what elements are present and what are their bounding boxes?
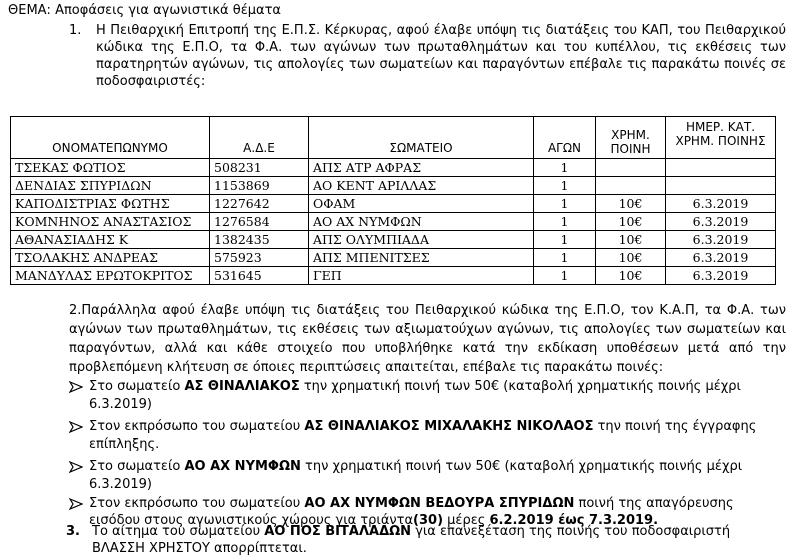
cell-ade: 531645: [210, 267, 309, 285]
cell-club: ΑΟ ΚΕΝΤ ΑΡΙΛΛΑΣ: [309, 177, 534, 195]
table-row: [11, 195, 776, 213]
cell-ade: 1227642: [210, 195, 309, 213]
bullet-4-cont-text: εισόδου στους αγωνιστικούς χώρους για τριάντα: [89, 513, 414, 528]
cell-ade: 1276584: [210, 213, 309, 231]
cell-matches: 1: [534, 159, 596, 177]
bullet-1-post: την χρηματική ποινή των 50€ (καταβολή χρηματικής ποινής μέχρι: [299, 379, 741, 394]
cell-matches: 1: [534, 213, 596, 231]
cell-matches: 1: [534, 249, 596, 267]
para1-line: ποδοσφαιριστές:: [96, 74, 206, 89]
table-row: [11, 213, 776, 231]
para1-line: κώδικα της Ε.Π.Ο, τα Φ.Α. των αγώνων των πρωταθλημάτων και του κυπέλλου, τις εκθέσεις των: [96, 40, 786, 55]
header-ade: Α.Δ.Ε: [210, 117, 309, 159]
subject-line: ΘΕΜΑ: Αποφάσεις για αγωνιστικά θέματα: [8, 3, 281, 18]
para3-post: για επανεξέταση της ποινής του ποδοσφαιριστή: [411, 524, 731, 539]
cell-date: 6.3.2019: [666, 213, 776, 231]
para1-number: 1.: [69, 23, 82, 38]
cell-club: ΑΠΣ ΑΤΡ ΑΦΡΑΣ: [309, 159, 534, 177]
bullet-3-post: την χρηματική ποινή των 50€ (καταβολή χρηματικής ποινής μέχρι: [300, 459, 743, 474]
header-payment-date-text: ΗΜΕΡ. ΚΑΤ. ΧΡΗΜ. ΠΟΙΝΗΣ: [675, 120, 766, 148]
para3-number: 3.: [66, 524, 80, 539]
para1-line: παρατηρητών αγώνων, τις απολογίες των σωματείων και παραγόντων επέβαλε τις παρακάτω ποινές σε: [96, 57, 786, 72]
header-matches: ΑΓΩΝ: [534, 117, 596, 159]
para2-line: παραγόντων, αλλά και κάθε στοιχείο που υποβλήθηκε κατά την εκδίκαση υποθέσεων μετά από την: [69, 341, 786, 356]
header-club: ΣΩΜΑΤΕΙΟ: [309, 117, 534, 159]
bullet-4-post: ποινή της απαγόρευσης: [574, 496, 734, 511]
table-row: [11, 231, 776, 249]
cell-name: ΤΣΕΚΑΣ ΦΩΤΙΟΣ: [11, 159, 210, 177]
cell-date: [666, 177, 776, 195]
cell-ade: 575923: [210, 249, 309, 267]
cell-fine: 10€: [596, 267, 666, 285]
cell-fine: 10€: [596, 213, 666, 231]
table-header-row: [11, 117, 776, 159]
bullet-4-person: ΑΟ ΑΧ ΝΥΜΦΩΝ ΒΕΔΟΥΡΑ ΣΠΥΡΙΔΩΝ: [304, 496, 575, 511]
arrow-bullet-icon: [69, 461, 83, 473]
cell-name: ΔΕΝΔΙΑΣ ΣΠΥΡΙΔΩΝ: [11, 177, 210, 195]
bullet-3-cont: 6.3.2019): [89, 477, 152, 492]
cell-club: ΑΟ ΑΧ ΝΥΜΦΩΝ: [309, 213, 534, 231]
table-row: [11, 177, 776, 195]
cell-ade: 1382435: [210, 231, 309, 249]
bullet-2-person: ΑΣ ΘΙΝΑΛΙΑΚΟΣ ΜΙΧΑΛΑΚΗΣ ΝΙΚΟΛΑΟΣ: [304, 419, 594, 434]
cell-matches: 1: [534, 231, 596, 249]
cell-matches: 1: [534, 177, 596, 195]
cell-fine: 10€: [596, 231, 666, 249]
penalties-table: [10, 116, 776, 285]
cell-date: [666, 159, 776, 177]
bullet-4-mid: μέρες: [443, 513, 490, 528]
para3-line: [92, 523, 730, 540]
para1-line: Η Πειθαρχική Επιτροπή της Ε.Π.Σ. Κέρκυρας, αφού έλαβε υπόψη τις διατάξεις του ΚΑΠ, του Πειθαρχικού: [96, 23, 786, 38]
bullet-3: [89, 458, 742, 475]
bullet-2: [89, 418, 756, 435]
arrow-bullet-icon: [69, 381, 83, 393]
cell-name: ΜΑΝΔΥΛΑΣ ΕΡΩΤΟΚΡΙΤΟΣ: [11, 267, 210, 285]
cell-name: ΑΘΑΝΑΣΙΑΔΗΣ Κ: [11, 231, 210, 249]
para3-club: ΑΟ ΠΟΣ ΒΙΤΑΛΑΔΩΝ: [264, 524, 412, 539]
table-row: [11, 249, 776, 267]
cell-ade: 508231: [210, 159, 309, 177]
cell-fine: [596, 177, 666, 195]
para2-line: προβλεπόμενη κλήτευση σε όποιες περιπτώσεις απαιτείται, επέβαλε τις παρακάτω ποινές:: [69, 360, 664, 375]
cell-fine: [596, 159, 666, 177]
cell-club: ΑΠΣ ΜΠΕΝΙΤΣΕΣ: [309, 249, 534, 267]
table-row: [11, 159, 776, 177]
bullet-3-club: ΑΟ ΑΧ ΝΥΜΦΩΝ: [184, 459, 301, 474]
bullet-4-days: (30): [413, 513, 444, 528]
bullet-2-pre: Στον εκπρόσωπο του σωματείου: [89, 419, 305, 434]
arrow-bullet-icon: [69, 498, 83, 510]
para2-line: 2.Παράλληλα αφού έλαβε υπόψη τις διατάξεις του Πειθαρχικού κώδικα της Ε.Π.Ο, τον Κ.Α.Π, τα Φ.Α. των: [69, 303, 786, 318]
cell-club: ΟΦΑΜ: [309, 195, 534, 213]
bullet-1-cont: 6.3.2019): [89, 397, 152, 412]
arrow-bullet-icon: [69, 421, 83, 433]
bullet-4-pre: Στον εκπρόσωπο του σωματείου: [89, 496, 305, 511]
cell-club: ΓΕΠ: [309, 267, 534, 285]
cell-fine: 10€: [596, 249, 666, 267]
cell-matches: 1: [534, 267, 596, 285]
bullet-4-period: 6.2.2019 έως 7.3.2019.: [489, 513, 659, 528]
cell-fine: 10€: [596, 195, 666, 213]
bullet-3-pre: Στο σωματείο: [89, 459, 185, 474]
cell-ade: 1153869: [210, 177, 309, 195]
bullet-4: [89, 495, 734, 512]
bullet-1: [89, 378, 741, 395]
header-payment-date: [666, 117, 776, 159]
cell-date: 6.3.2019: [666, 231, 776, 249]
cell-date: 6.3.2019: [666, 267, 776, 285]
header-name: ΟΝΟΜΑΤΕΠΩΝΥΜΟ: [11, 117, 210, 159]
bullet-1-pre: Στο σωματείο: [89, 379, 185, 394]
cell-name: ΚΟΜΝΗΝΟΣ ΑΝΑΣΤΑΣΙΟΣ: [11, 213, 210, 231]
bullet-2-post: την ποινή της έγγραφης: [593, 419, 757, 434]
table-row: [11, 267, 776, 285]
bullet-2-cont: επίπληξης.: [89, 437, 160, 452]
cell-club: ΑΠΣ ΟΛΥΜΠΙΑΔΑ: [309, 231, 534, 249]
header-fine: ΧΡΗΜ. ΠΟΙΝΗ: [596, 117, 666, 159]
cell-name: ΤΣΟΛΑΚΗΣ ΑΝΔΡΕΑΣ: [11, 249, 210, 267]
cell-name: ΚΑΠΟΔΙΣΤΡΙΑΣ ΦΩΤΗΣ: [11, 195, 210, 213]
para3-cont: ΒΛΑΣΣΗ ΧΡΗΣΤΟΥ απορρίπτεται.: [92, 541, 307, 556]
cell-date: 6.3.2019: [666, 249, 776, 267]
cell-date: 6.3.2019: [666, 195, 776, 213]
para2-line: αγώνων των πρωταθλημάτων, τις εκθέσεις των αξιωματούχων αγώνων, τις απολογίες των σωματείων και: [69, 322, 786, 337]
cell-matches: 1: [534, 195, 596, 213]
para3-pre: Το αίτημα του σωματείου: [92, 524, 265, 539]
bullet-1-club: ΑΣ ΘΙΝΑΛΙΑΚΟΣ: [184, 379, 300, 394]
